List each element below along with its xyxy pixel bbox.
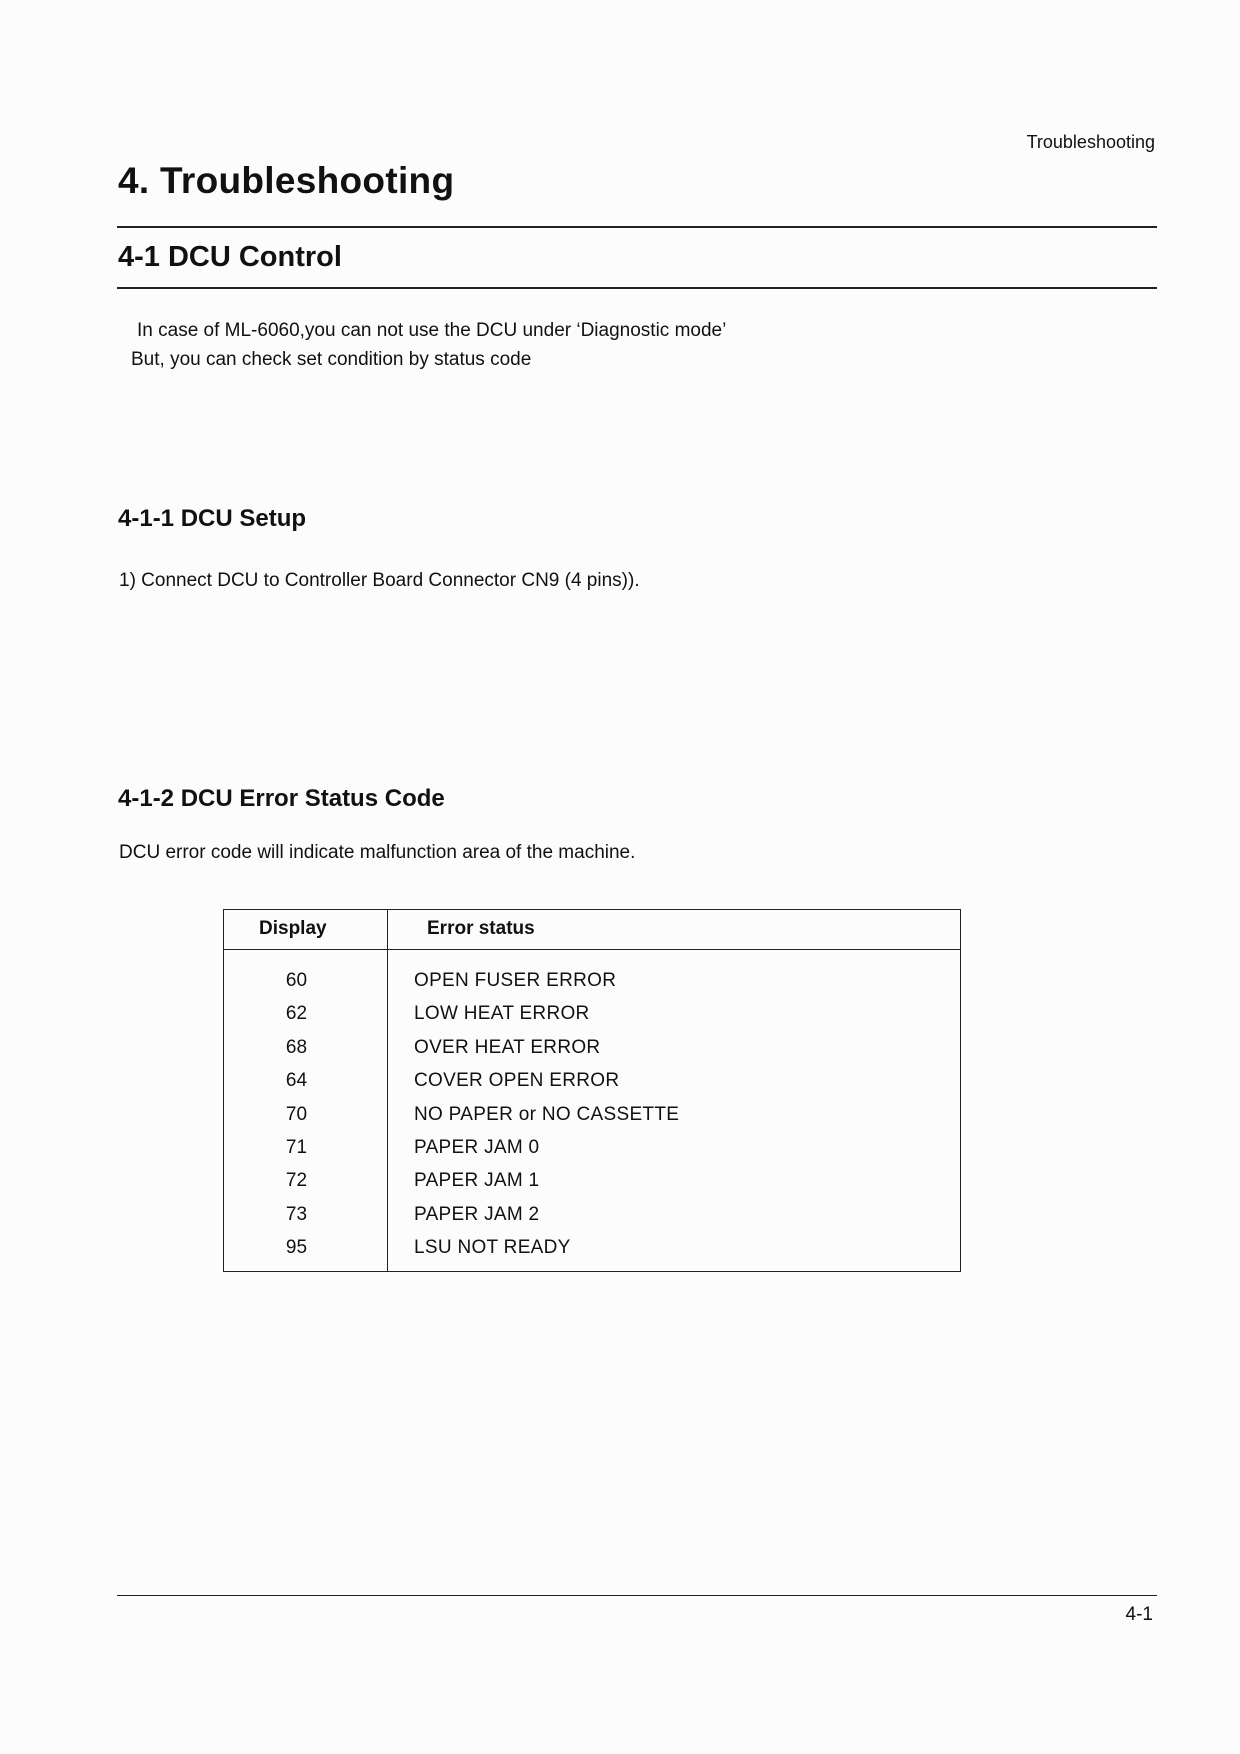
table-row	[224, 1003, 960, 1036]
section-divider	[117, 287, 1157, 289]
table-row	[224, 970, 960, 1003]
chapter-divider	[117, 226, 1157, 228]
footer-divider	[117, 1595, 1157, 1596]
table-row	[224, 1037, 960, 1070]
error-code-cell: 73	[285, 1203, 308, 1225]
error-status-cell: LSU NOT READY	[414, 1237, 571, 1259]
chapter-title: 4. Troubleshooting	[118, 160, 455, 201]
setup-step: 1) Connect DCU to Controller Board Connector CN9 (4 pins)).	[119, 570, 640, 591]
error-status-cell: NO PAPER or NO CASSETTE	[414, 1103, 680, 1125]
error-code-cell: 64	[285, 1070, 308, 1092]
error-code-cell: 68	[285, 1036, 308, 1058]
table-row	[224, 1137, 960, 1170]
running-header: Troubleshooting	[1026, 132, 1155, 152]
table-body	[224, 970, 960, 1271]
header-divider	[224, 949, 960, 950]
error-status-cell: LOW HEAT ERROR	[414, 1003, 590, 1025]
column-header-error-status: Error status	[427, 918, 535, 939]
error-status-cell: PAPER JAM 0	[414, 1136, 540, 1158]
page-number: 4-1	[1125, 1604, 1153, 1625]
error-code-cell: 70	[285, 1103, 308, 1125]
intro-line: But, you can check set condition by status code	[131, 349, 532, 370]
table-row	[224, 1104, 960, 1137]
dcu-setup-title: 4-1-1 DCU Setup	[118, 505, 307, 532]
error-code-cell: 72	[285, 1170, 308, 1192]
table-row	[224, 1237, 960, 1270]
table-row	[224, 1070, 960, 1103]
error-status-cell: PAPER JAM 2	[414, 1203, 540, 1225]
error-code-cell: 71	[285, 1136, 308, 1158]
intro-line: In case of ML-6060,you can not use the DCU under ‘Diagnostic mode’	[137, 320, 727, 341]
table-row	[224, 1204, 960, 1237]
table-row	[224, 1170, 960, 1203]
error-code-cell: 95	[285, 1237, 308, 1259]
error-code-description: DCU error code will indicate malfunction area of the machine.	[119, 842, 636, 863]
error-status-cell: PAPER JAM 1	[414, 1170, 540, 1192]
error-code-title: 4-1-2 DCU Error Status Code	[118, 785, 445, 812]
error-code-table	[223, 909, 961, 1272]
error-code-cell: 62	[285, 1003, 308, 1025]
column-header-display: Display	[259, 918, 327, 939]
error-status-cell: COVER OPEN ERROR	[414, 1070, 620, 1092]
section-title: 4-1 DCU Control	[118, 241, 342, 273]
error-status-cell: OVER HEAT ERROR	[414, 1036, 601, 1058]
error-code-cell: 60	[285, 970, 308, 991]
error-status-cell: OPEN FUSER ERROR	[414, 970, 617, 991]
